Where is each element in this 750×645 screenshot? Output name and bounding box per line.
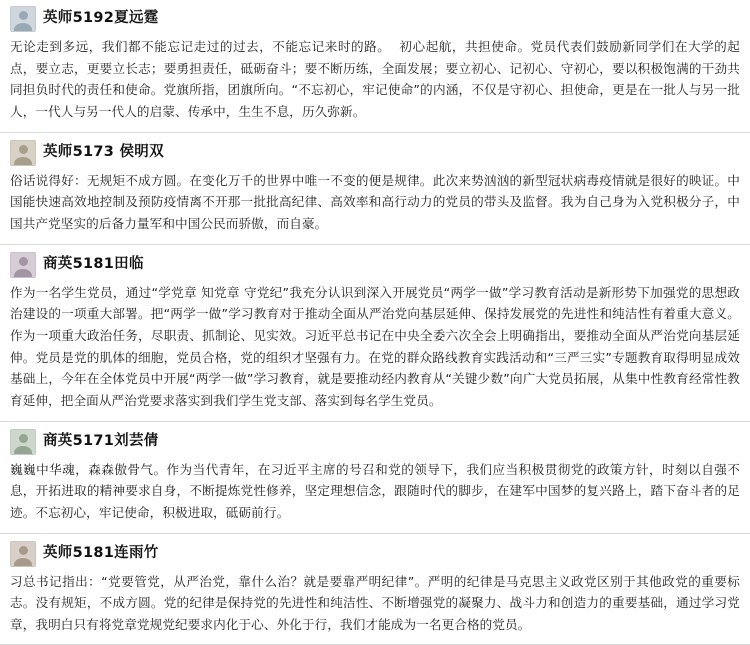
post-header [10,6,740,32]
post-item[interactable] [0,0,750,133]
post-author-name[interactable]: 英师5181连雨竹 [43,545,159,562]
post-author-name[interactable]: 商英5181田临 [43,256,144,273]
user-avatar-icon[interactable] [10,252,36,278]
post-item[interactable] [0,133,750,245]
post-body: 习总书记指出：“党要管党，从严治党，靠什么治？就是要靠严明纪律”。严明的纪律是马克思主义政党区别于其他政党的重要标志。没有规矩，不成方圆。党的纪律是保持党的先进性和纯洁性、不断增强党的凝聚力、战斗力和创造力的重要基础，通过学习党章，我明白只有将党章党规党纪要求内化于心、外化于行，我们才能成为一名更合格的党员。 [10,571,740,636]
post-item[interactable] [0,534,750,645]
user-avatar-icon[interactable] [10,6,36,32]
post-header [10,252,740,278]
post-author-name[interactable]: 商英5171刘芸倩 [43,433,159,450]
user-avatar-icon[interactable] [10,541,36,567]
user-avatar-icon[interactable] [10,140,36,166]
post-author-name[interactable]: 英师5192夏远霆 [43,10,159,27]
post-header [10,541,740,567]
post-body: 巍巍中华魂，森森傲骨气。作为当代青年，在习近平主席的号召和党的领导下，我们应当积极贯彻党的政策方针，时刻以自强不息，开拓进取的精神要求自身，不断提炼党性修养，坚定理想信念，跟随时代的脚步，在建军中国梦的复兴路上，踏下奋斗者的足迹。不忘初心，牢记使命，积极进取，砥砺前行。 [10,459,740,524]
post-author-name[interactable]: 英师5173 侯明双 [43,144,164,161]
post-item[interactable] [0,422,750,534]
post-body: 无论走到多远，我们都不能忘记走过的过去，不能忘记来时的路。 初心起航，共担使命。党员代表们鼓励新同学们在大学的起点，要立志，更要立长志；要勇担责任，砥砺奋斗；要不断历练，全面发展；要立初心、记初心、守初心，要以积极饱满的干劲共同担负时代的责任和使命。党旗所指，团旗所向。“不忘初心，牢记使命”的内涵，不仅是守初心、担使命，更是在一批人与另一批人，一代人与另一代人的启蒙、传承中，生生不息，历久弥新。 [10,36,740,123]
user-avatar-icon[interactable] [10,429,36,455]
post-body: 俗话说得好：无规矩不成方圆。在变化万千的世界中唯一不变的便是规律。此次来势汹汹的新型冠状病毒疫情就是很好的映证。中国能快速高效地控制及预防疫情离不开那一批批高纪律、高效率和高行动力的党员的带头及监督。我为自己身为入党积极分子，中国共产党坚实的后备力量军和中国公民而骄傲，而自豪。 [10,170,740,235]
post-body: 作为一名学生党员，通过“学党章 知党章 守党纪”我充分认识到深入开展党员“两学一做”学习教育活动是新形势下加强党的思想政治建设的一项重大部署。把“两学一做”学习教育对于推动全面从严治党向基层延伸、保持发展党的先进性和纯洁性有着重大意义。作为一项重大政治任务，尽职责、抓制论、见实效。习近平总书记在中央全委六次全会上明确指出，要推动全面从严治党向基层延伸。党员是党的肌体的细胞，党员合格，党的组织才坚强有力。在党的群众路线教育实践活动和“三严三实”专题教育取得明显成效基础上，今年在全体党员中开展“两学一做”学习教育，就是要推动经内教育从“关键少数”向广大党员拓展，从集中性教育经常性教育延伸，把全面从严治党要求落实到我们学生党支部、落实到每名学生党员。 [10,282,740,412]
post-header [10,429,740,455]
post-item[interactable] [0,245,750,422]
post-header [10,140,740,166]
